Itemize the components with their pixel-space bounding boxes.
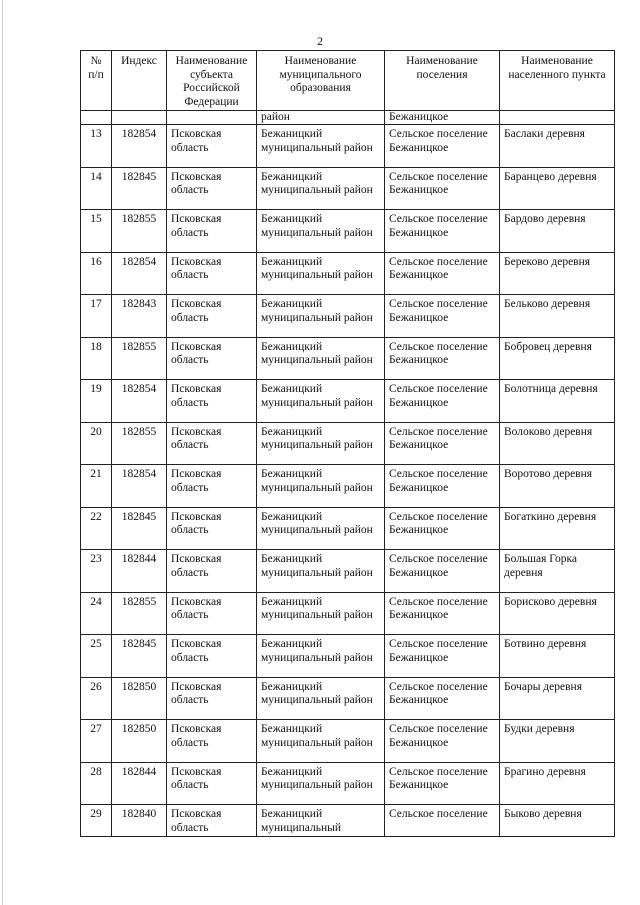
cell-municipality: Бежаницкий муниципальный район [257, 380, 385, 423]
cell-subject: Псковская область [167, 125, 257, 168]
cell-municipality: Бежаницкий муниципальный район [257, 550, 385, 593]
table-row [81, 550, 615, 593]
cell-locality: Борисково деревня [500, 592, 615, 635]
cell-locality: Бобровец деревня [500, 337, 615, 380]
cell-subject: Псковская область [167, 252, 257, 295]
cell-municipality: Бежаницкий муниципальный район [257, 210, 385, 253]
cell-settlement: Сельское поселение Бежаницкое [385, 337, 500, 380]
cell-index: 182844 [112, 762, 167, 805]
cell-settlement: Сельское поселение Бежаницкое [385, 762, 500, 805]
header-num: № п/п [81, 51, 112, 111]
cell-settlement: Сельское поселение Бежаницкое [385, 720, 500, 763]
cell-num: 26 [81, 677, 112, 720]
cell-index: 182855 [112, 210, 167, 253]
cell-subject: Псковская область [167, 422, 257, 465]
cell-num: 13 [81, 125, 112, 168]
table-row [81, 125, 615, 168]
header-locality: Наименование населенного пункта [500, 51, 615, 111]
cell-index: 182845 [112, 507, 167, 550]
table-row [81, 210, 615, 253]
cont-locality [500, 111, 615, 125]
cell-index: 182850 [112, 720, 167, 763]
cell-municipality: Бежаницкий муниципальный район [257, 635, 385, 678]
cell-num: 28 [81, 762, 112, 805]
cell-num: 17 [81, 295, 112, 338]
cell-index: 182845 [112, 635, 167, 678]
table-row [81, 720, 615, 763]
continuation-row [81, 111, 615, 125]
cell-index: 182854 [112, 465, 167, 508]
table-row [81, 635, 615, 678]
cell-settlement: Сельское поселение Бежаницкое [385, 167, 500, 210]
cell-settlement: Сельское поселение Бежаницкое [385, 295, 500, 338]
cell-num: 16 [81, 252, 112, 295]
table-row [81, 507, 615, 550]
cell-settlement: Сельское поселение Бежаницкое [385, 677, 500, 720]
cell-subject: Псковская область [167, 762, 257, 805]
table-row [81, 252, 615, 295]
cell-num: 15 [81, 210, 112, 253]
cell-index: 182844 [112, 550, 167, 593]
cell-municipality: Бежаницкий муниципальный район [257, 422, 385, 465]
cell-locality: Бельково деревня [500, 295, 615, 338]
table-row [81, 337, 615, 380]
cell-settlement: Сельское поселение Бежаницкое [385, 252, 500, 295]
cell-num: 29 [81, 805, 112, 837]
cell-locality: Будки деревня [500, 720, 615, 763]
table-header-row [81, 51, 615, 111]
cont-num [81, 111, 112, 125]
cell-municipality: Бежаницкий муниципальный район [257, 295, 385, 338]
cell-settlement: Сельское поселение Бежаницкое [385, 592, 500, 635]
cell-subject: Псковская область [167, 592, 257, 635]
cell-locality: Богаткино деревня [500, 507, 615, 550]
cell-locality: Баслаки деревня [500, 125, 615, 168]
page-number: 2 [317, 34, 323, 48]
table-row [81, 805, 615, 837]
header-settlement: Наименование поселения [385, 51, 500, 111]
cont-index [112, 111, 167, 125]
cell-municipality: Бежаницкий муниципальный район [257, 252, 385, 295]
cell-index: 182855 [112, 592, 167, 635]
cell-municipality: Бежаницкий муниципальный [257, 805, 385, 837]
localities-table [80, 50, 615, 837]
cell-locality: Берековo деревня [500, 252, 615, 295]
cell-locality: Воротово деревня [500, 465, 615, 508]
cell-index: 182845 [112, 167, 167, 210]
cell-index: 182850 [112, 677, 167, 720]
cell-subject: Псковская область [167, 677, 257, 720]
cont-settlement: Бежаницкое [385, 111, 500, 125]
cell-subject: Псковская область [167, 550, 257, 593]
cell-subject: Псковская область [167, 167, 257, 210]
cell-settlement: Сельское поселение Бежаницкое [385, 635, 500, 678]
cell-num: 23 [81, 550, 112, 593]
cell-num: 21 [81, 465, 112, 508]
cell-municipality: Бежаницкий муниципальный район [257, 125, 385, 168]
cont-subject [167, 111, 257, 125]
cell-settlement: Сельское поселение Бежаницкое [385, 125, 500, 168]
table-row [81, 465, 615, 508]
table-row [81, 762, 615, 805]
cell-subject: Псковская область [167, 465, 257, 508]
cont-municipality: район [257, 111, 385, 125]
cell-settlement: Сельское поселение [385, 805, 500, 837]
cell-subject: Псковская область [167, 507, 257, 550]
cell-subject: Псковская область [167, 337, 257, 380]
table-row [81, 677, 615, 720]
cell-locality: Баранцево деревня [500, 167, 615, 210]
cell-municipality: Бежаницкий муниципальный район [257, 507, 385, 550]
table-row [81, 167, 615, 210]
cell-settlement: Сельское поселение Бежаницкое [385, 422, 500, 465]
cell-num: 14 [81, 167, 112, 210]
cell-subject: Псковская область [167, 210, 257, 253]
cell-locality: Быково деревня [500, 805, 615, 837]
cell-num: 20 [81, 422, 112, 465]
cell-settlement: Сельское поселение Бежаницкое [385, 550, 500, 593]
cell-settlement: Сельское поселение Бежаницкое [385, 380, 500, 423]
cell-municipality: Бежаницкий муниципальный район [257, 167, 385, 210]
table-row [81, 380, 615, 423]
cell-index: 182855 [112, 337, 167, 380]
cell-subject: Псковская область [167, 805, 257, 837]
cell-num: 19 [81, 380, 112, 423]
cell-municipality: Бежаницкий муниципальный район [257, 762, 385, 805]
header-index: Индекс [112, 51, 167, 111]
cell-settlement: Сельское поселение Бежаницкое [385, 210, 500, 253]
cell-settlement: Сельское поселение Бежаницкое [385, 507, 500, 550]
cell-num: 24 [81, 592, 112, 635]
cell-locality: Брагино деревня [500, 762, 615, 805]
cell-index: 182854 [112, 380, 167, 423]
table-row [81, 422, 615, 465]
page-edge-line [2, 0, 3, 905]
cell-index: 182855 [112, 422, 167, 465]
table-row [81, 592, 615, 635]
cell-num: 22 [81, 507, 112, 550]
cell-subject: Псковская область [167, 635, 257, 678]
cell-subject: Псковская область [167, 720, 257, 763]
cell-num: 25 [81, 635, 112, 678]
cell-locality: Волоково деревня [500, 422, 615, 465]
cell-locality: Бардово деревня [500, 210, 615, 253]
cell-locality: Болотница деревня [500, 380, 615, 423]
cell-municipality: Бежаницкий муниципальный район [257, 337, 385, 380]
cell-index: 182854 [112, 252, 167, 295]
cell-settlement: Сельское поселение Бежаницкое [385, 465, 500, 508]
cell-municipality: Бежаницкий муниципальный район [257, 592, 385, 635]
cell-locality: Ботвино деревня [500, 635, 615, 678]
cell-num: 27 [81, 720, 112, 763]
cell-subject: Псковская область [167, 295, 257, 338]
cell-locality: Большая Горка деревня [500, 550, 615, 593]
cell-locality: Бочары деревня [500, 677, 615, 720]
header-municipality: Наименование муниципального образования [257, 51, 385, 111]
cell-index: 182840 [112, 805, 167, 837]
cell-index: 182854 [112, 125, 167, 168]
cell-municipality: Бежаницкий муниципальный район [257, 720, 385, 763]
cell-municipality: Бежаницкий муниципальный район [257, 677, 385, 720]
header-subject: Наименование субъекта Российской Федерации [167, 51, 257, 111]
cell-index: 182843 [112, 295, 167, 338]
cell-subject: Псковская область [167, 380, 257, 423]
cell-municipality: Бежаницкий муниципальный район [257, 465, 385, 508]
table-row [81, 295, 615, 338]
cell-num: 18 [81, 337, 112, 380]
